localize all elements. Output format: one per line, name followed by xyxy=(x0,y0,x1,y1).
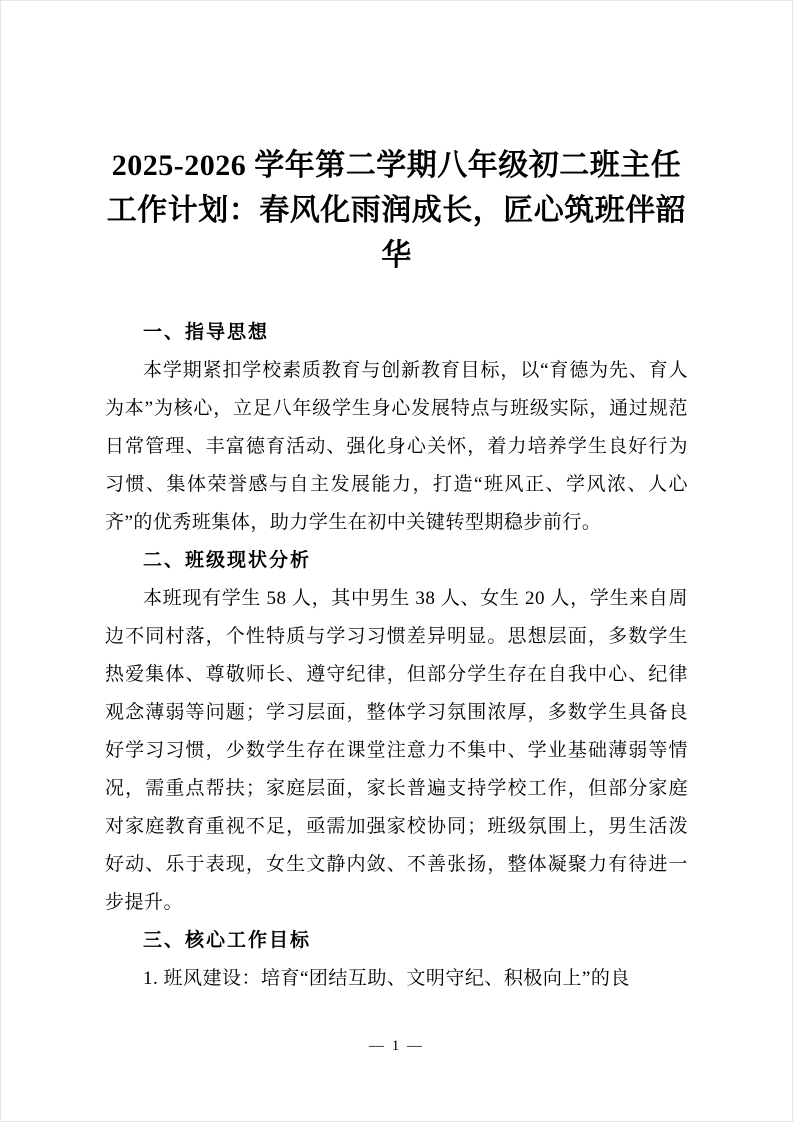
document-title: 2025-2026 学年第二学期八年级初二班主任工作计划：春风化雨润成长，匠心筑班伴韶华 xyxy=(106,149,687,272)
section-heading-core-work-goals: 三、核心工作目标 xyxy=(143,930,312,951)
paragraph-guiding-ideology: 本学期紧扣学校素质教育与创新教育目标，以“育德为先、育人为本”为核心，立足八年级学生身心发展特点与班级实际，通过规范日常管理、丰富德育活动、强化身心关怀，着力培养学生良好行为习惯、集体荣誉感与自主发展能力，打造“班风正、学风浓、人心齐”的优秀班集体，助力学生在初中关键转型期稳步前行。 xyxy=(105,360,688,533)
page-number: — 1 — xyxy=(369,1038,424,1054)
document-body xyxy=(105,314,688,998)
paragraph-class-status-analysis: 本班现有学生 58 人，其中男生 38 人、女生 20 人，学生来自周边不同村落，个性特质与学习习惯差异明显。思想层面，多数学生热爱集体、尊敬师长、遵守纪律，但部分学生存在自我中心、纪律观念薄弱等问题；学习层面，整体学习氛围浓厚，多数学生具备良好学习习惯，少数学生存在课堂注意力不集中、学业基础薄弱等情况，需重点帮扶；家庭层面，家长普遍支持学校工作，但部分家庭对家庭教育重视不足，亟需加强家校协同；班级氛围上，男生活泼好动、乐于表现，女生文静内敛、不善张扬，整体凝聚力有待进一步提升。 xyxy=(105,588,688,913)
section-heading-guiding-ideology: 一、指导思想 xyxy=(143,322,270,343)
section-heading-class-status-analysis: 二、班级现状分析 xyxy=(143,550,312,571)
paragraph-core-work-goals: 1. 班风建设：培育“团结互助、文明守纪、积极向上”的良 xyxy=(143,968,630,989)
